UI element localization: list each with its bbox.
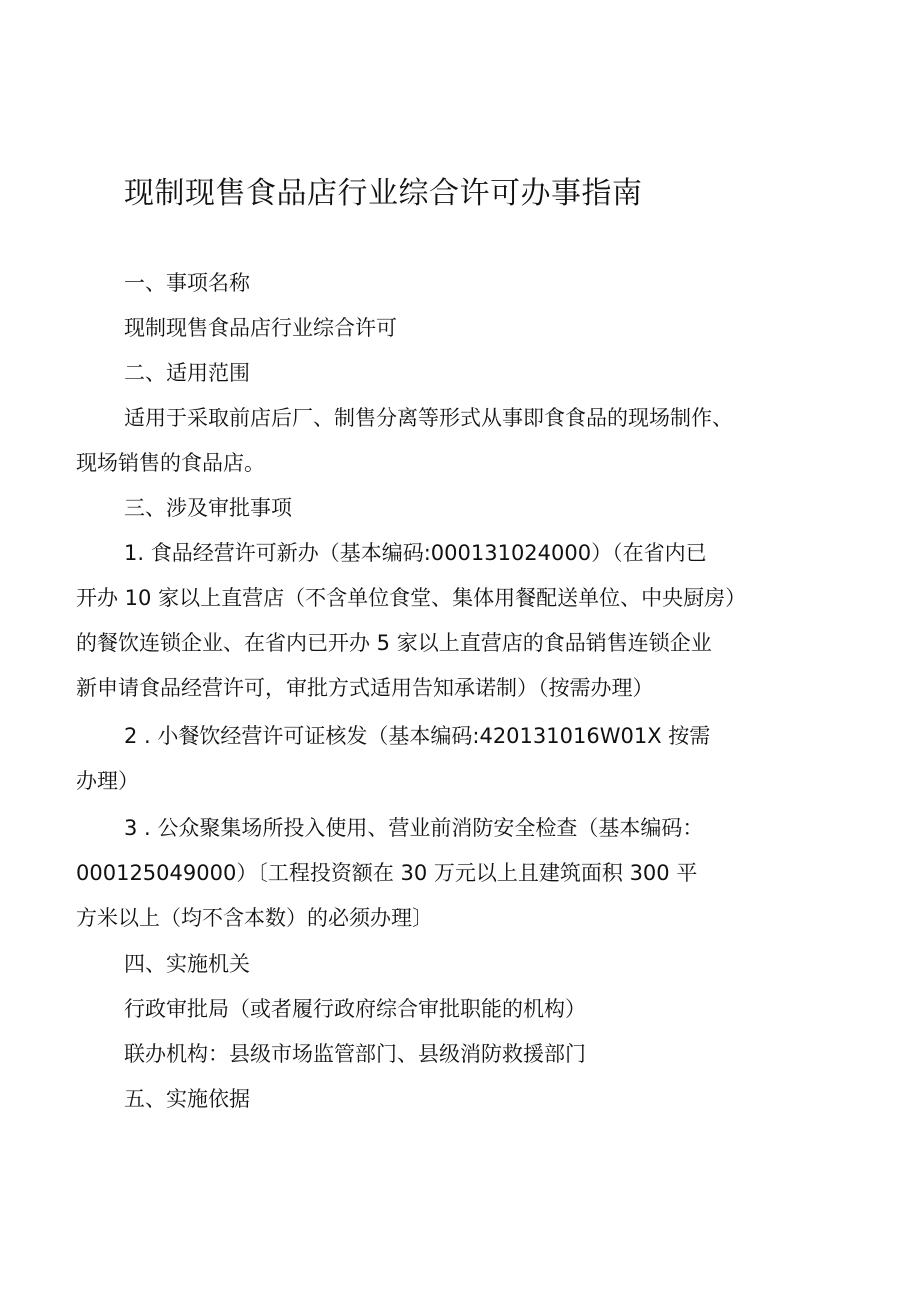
item-name-text: 现制现售食品店行业综合许可 xyxy=(124,316,397,340)
approval-item-1-line: 开办 10 家以上直营店（不含单位食堂、集体用餐配送单位、中央厨房） xyxy=(76,586,747,610)
approval-item-3-line: 000125049000）〔工程投资额在 30 万元以上且建筑面积 300 平 xyxy=(76,861,698,885)
section-heading-item-name: 一、事项名称 xyxy=(124,271,250,295)
approval-item-1-line: 1. 食品经营许可新办（基本编码:000131024000）（在省内已 xyxy=(124,541,707,565)
section-heading-authority: 四、实施机关 xyxy=(124,952,250,976)
joint-authority-text: 联办机构：县级市场监管部门、县级消防救援部门 xyxy=(124,1042,586,1066)
section-heading-scope: 二、适用范围 xyxy=(124,361,250,385)
approval-item-3-line: 3 . 公众聚集场所投入使用、营业前消防安全检查（基本编码： xyxy=(124,816,704,840)
authority-text: 行政审批局（或者履行政府综合审批职能的机构） xyxy=(124,997,586,1021)
approval-item-3-line: 方米以上（均不含本数）的必须办理〕 xyxy=(76,906,433,930)
approval-item-2-line: 办理） xyxy=(76,769,139,793)
approval-item-2-line: 2 . 小餐饮经营许可证核发（基本编码:420131016W01X 按需 xyxy=(124,724,711,748)
approval-item-1-line: 的餐饮连锁企业、在省内已开办 5 家以上直营店的食品销售连锁企业 xyxy=(76,631,712,655)
scope-text-line: 适用于采取前店后厂、制售分离等形式从事即食食品的现场制作、 xyxy=(124,406,733,430)
scope-text-line: 现场销售的食品店。 xyxy=(76,451,265,475)
section-heading-legal-basis: 五、实施依据 xyxy=(124,1087,250,1111)
section-heading-approval-items: 三、涉及审批事项 xyxy=(124,496,292,520)
document-title: 现制现售食品店行业综合许可办事指南 xyxy=(124,176,643,211)
approval-item-1-line: 新申请食品经营许可，审批方式适用告知承诺制）（按需办理） xyxy=(76,676,654,700)
